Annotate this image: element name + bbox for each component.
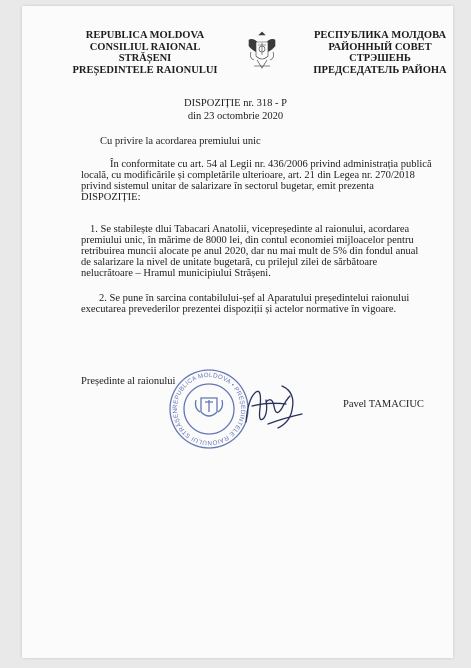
header-line: PREȘEDINTELE RAIONULUI [72, 64, 218, 76]
item-1-line: premiului unic, în mărime de 8000 lei, din contul economiei mijloacelor pentru [81, 235, 414, 246]
moldova-coat-of-arms-icon [245, 30, 279, 74]
item-1-line: retribuirea muncii alocate pe anul 2020, dar nu mai mult de 5% din fondul anual [81, 246, 419, 257]
signatory-name: Pavel TAMACIUC [343, 399, 424, 410]
header-line: РЕСПУБЛИКА МОЛДОВА [313, 30, 447, 41]
item-1-line: de salarizare la nivel de unitate bugetară, cu prilejul zilei de sărbătoare [81, 257, 378, 268]
intro-line: DISPOZIȚIE: [81, 192, 141, 203]
item-2-line: 2. Se pune în sarcina contabilului-șef al Aparatului președintelui raionului [99, 293, 410, 304]
handwritten-signature-icon [238, 378, 310, 438]
document-subject: Cu privire la acordarea premiului unic [100, 136, 261, 147]
header-line: CONSILIUL RAIONAL [89, 41, 201, 53]
signatory-position: Președinte al raionului [81, 376, 176, 387]
document-title: DISPOZIȚIE nr. 318 - P [184, 98, 287, 109]
item-2-line: executarea prevederilor prezentei dispoziții și actelor normative în vigoare. [81, 304, 397, 315]
intro-line: privind sistemul unitar de salarizare în sectorul bugetar, emit prezenta [81, 181, 374, 192]
header-line: ПРЕДСЕДАТЕЛЬ РАЙОНА [313, 64, 447, 76]
header-line: STRĂȘENI [118, 53, 172, 64]
stamp-text: REPUBLICA MOLDOVA • PREȘEDINTELE RAIONULUI STRĂȘEN [171, 371, 247, 447]
header-line: РАЙОННЫЙ СОВЕТ [328, 41, 432, 53]
header-left-romanian [56, 30, 234, 76]
header-line: СТРЭШЕНЬ [349, 53, 411, 64]
item-1-line: 1. Se stabilește dlui Tabacari Anatolii, vicepreședinte al raionului, acordarea [90, 224, 410, 235]
document-date: din 23 octombrie 2020 [187, 111, 284, 122]
intro-line: locală, cu modificările și completările ulterioare, art. 21 din Legea nr. 270/2018 [81, 170, 415, 181]
header-line: REPUBLICA MOLDOVA [85, 30, 205, 41]
header-right-russian [300, 30, 460, 76]
item-1-line: nelucrătoare – Hramul municipiului Strășeni. [81, 268, 271, 279]
intro-line: În conformitate cu art. 54 al Legii nr. 436/2006 privind administrația publică [110, 159, 432, 170]
